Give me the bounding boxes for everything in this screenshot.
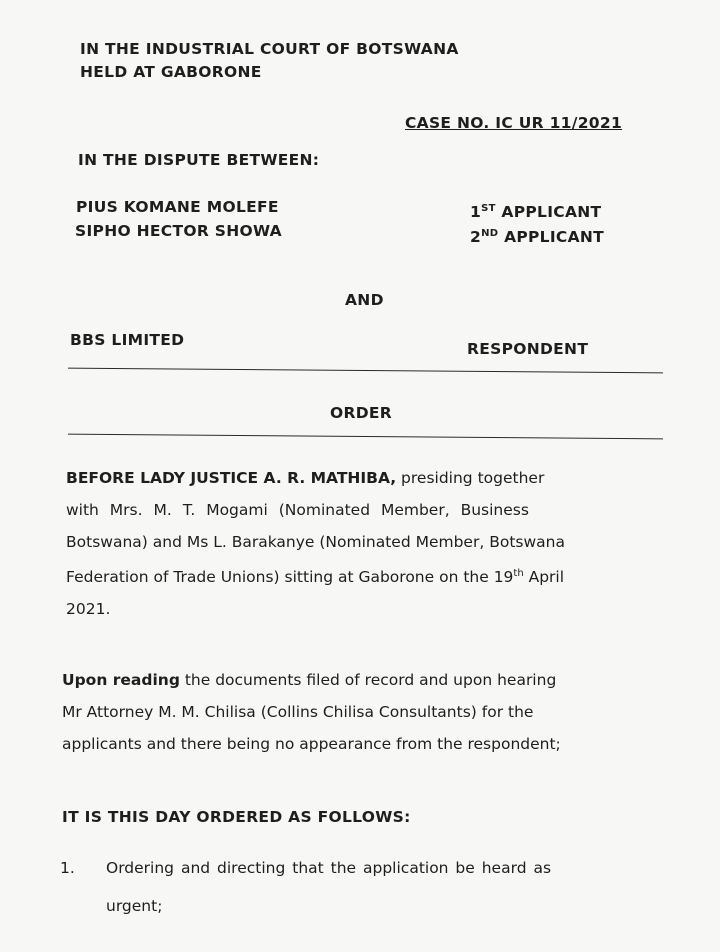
coram-paragraph: BEFORE LADY JUSTICE A. R. MATHIBA, presiding together with Mrs. M. T. Mogami (Nominated Member, Business Botswana) and Ms L. Barakanye (Nominated Member, Botswana Federation of Trade Unions) sitting at Gaborone on the 19th April 2021.: [66, 469, 565, 619]
applicant-2-role: 2ND APPLICANT: [470, 228, 605, 247]
reading-paragraph: Upon reading the documents filed of record and upon hearing Mr Attorney M. M. Chilisa (Collins Chilisa Consultants) for the applicants and there being no appearance from the respondent;: [62, 671, 561, 753]
divider-top: [68, 368, 663, 374]
order-item-text: Ordering and directing that the application be heard as urgent;: [106, 859, 552, 915]
divider-bottom: [68, 434, 663, 440]
ordered-heading: IT IS THIS DAY ORDERED AS FOLLOWS:: [62, 808, 411, 826]
applicant-2-name: SIPHO HECTOR SHOWA: [75, 222, 282, 240]
case-number: CASE NO. IC UR 11/2021: [405, 114, 623, 132]
applicant-1-role: 1ST APPLICANT: [470, 203, 602, 222]
court-name: IN THE INDUSTRIAL COURT OF BOTSWANA: [80, 40, 459, 58]
respondent-role: RESPONDENT: [467, 340, 589, 358]
applicant-1-name: PIUS KOMANE MOLEFE: [76, 198, 279, 216]
respondent-name: BBS LIMITED: [70, 331, 185, 349]
order-title: ORDER: [330, 404, 393, 422]
court-location: HELD AT GABORONE: [80, 63, 262, 81]
and-separator: AND: [345, 291, 384, 309]
dispute-heading: IN THE DISPUTE BETWEEN:: [78, 151, 320, 169]
order-item-number: 1.: [60, 859, 75, 877]
